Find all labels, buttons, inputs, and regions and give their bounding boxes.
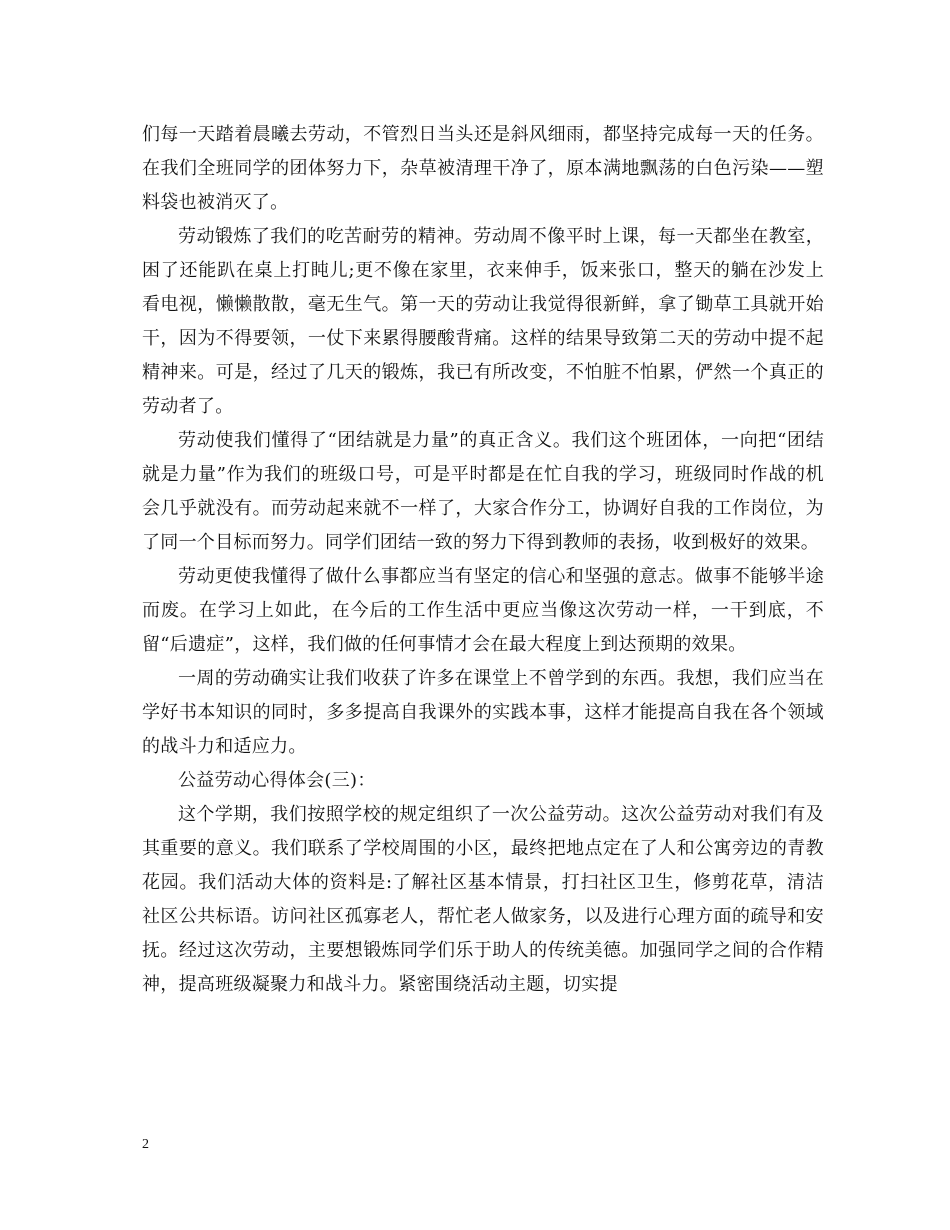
document-body xyxy=(142,118,824,1002)
paragraph: 劳动更使我懂得了做什么事都应当有坚定的信心和坚强的意志。做事不能够半途而废。在学习上如此，在今后的工作生活中更应当像这次劳动一样，一干到底，不留“后遗症”，这样，我们做的任何事情才会在最大程度上到达预期的效果。 xyxy=(142,566,824,655)
paragraph: 这个学期，我们按照学校的规定组织了一次公益劳动。这次公益劳动对我们有及其重要的意义。我们联系了学校周围的小区，最终把地点定在了人和公寓旁边的青教花园。我们活动大体的资料是:了解社区基本情景，打扫社区卫生，修剪花草，清洁社区公共标语。访问社区孤寡老人，帮忙老人做家务，以及进行心理方面的疏导和安抚。经过这次劳动，主要想锻炼同学们乐于助人的传统美德。加强同学之间的合作精神，提高班级凝聚力和战斗力。紧密围绕活动主题，切实提 xyxy=(142,804,824,995)
paragraph: 劳动锻炼了我们的吃苦耐劳的精神。劳动周不像平时上课，每一天都坐在教室，困了还能趴在桌上打盹儿;更不像在家里，衣来伸手，饭来张口，整天的躺在沙发上看电视，懒懒散散，毫无生气。第一天的劳动让我觉得很新鲜，拿了锄草工具就开始干，因为不得要领，一仗下来累得腰酸背痛。这样的结果导致第二天的劳动中提不起精神来。可是，经过了几天的锻炼，我已有所改变，不怕脏不怕累，俨然一个真正的劳动者了。 xyxy=(142,226,824,417)
paragraph: 劳动使我们懂得了“团结就是力量”的真正含义。我们这个班团体，一向把“团结就是力量”作为我们的班级口号，可是平时都是在忙自我的学习，班级同时作战的机会几乎就没有。而劳动起来就不一样了，大家合作分工，协调好自我的工作岗位，为了同一个目标而努力。同学们团结一致的努力下得到教师的表扬，收到极好的效果。 xyxy=(142,430,824,553)
paragraph: 一周的劳动确实让我们收获了许多在课堂上不曾学到的东西。我想，我们应当在学好书本知识的同时，多多提高自我课外的实践本事，这样才能提高自我在各个领域的战斗力和适应力。 xyxy=(142,668,824,757)
page-number: 2 xyxy=(142,1137,149,1152)
section-heading: 公益劳动心得体会(三)： xyxy=(178,770,376,791)
paragraph-continued: 们每一天踏着晨曦去劳动，不管烈日当头还是斜风细雨，都坚持完成每一天的任务。在我们全班同学的团体努力下，杂草被清理干净了，原本满地飘荡的白色污染——塑料袋也被消灭了。 xyxy=(142,124,824,213)
